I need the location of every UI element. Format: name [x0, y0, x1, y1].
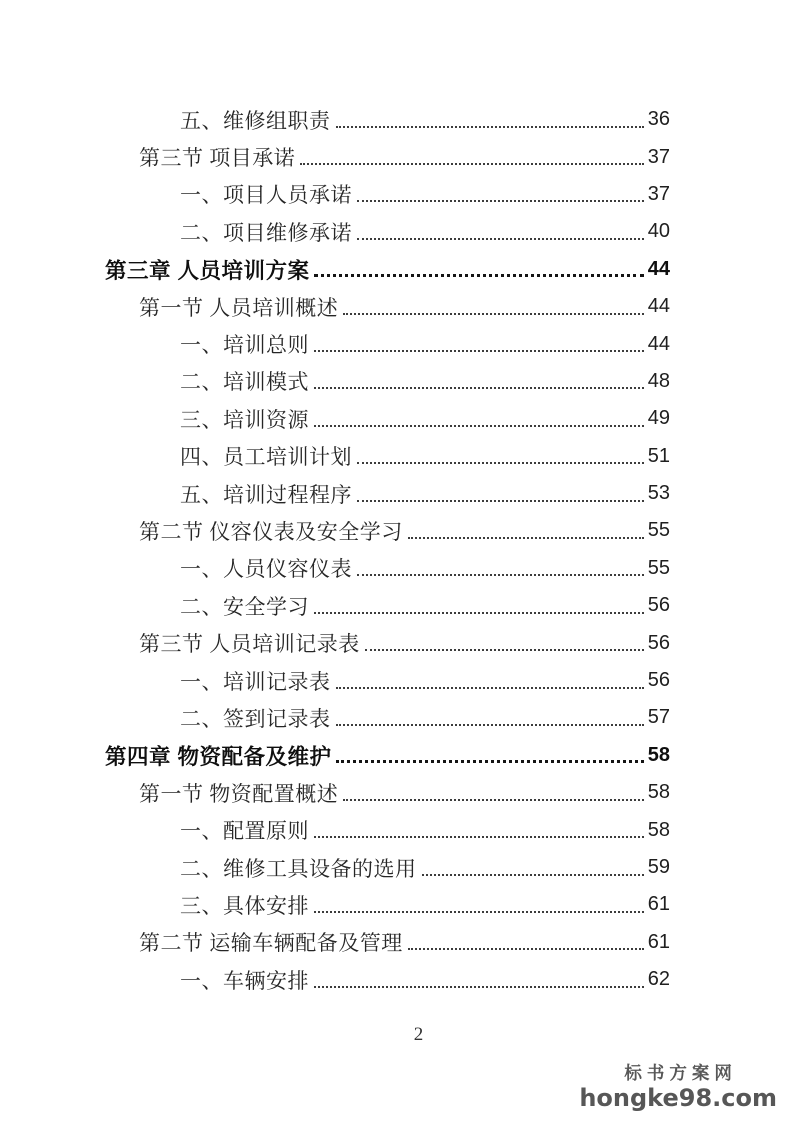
toc-entry-label: 二、维修工具设备的选用: [180, 856, 417, 881]
toc-leader-dots: [357, 462, 644, 464]
toc-leader-dots: [343, 313, 644, 315]
toc-entry-label: 三、具体安排: [180, 893, 309, 918]
toc-entry-label: 一、人员仪容仪表: [180, 557, 352, 582]
toc-leader-dots: [365, 649, 644, 651]
toc-leader-dots: [357, 238, 644, 240]
toc-entry-page: 61: [647, 893, 670, 916]
toc-entry: [105, 138, 670, 175]
toc-leader-dots: [343, 799, 644, 801]
watermark: [579, 1060, 777, 1111]
toc-entry-label: 一、项目人员承诺: [180, 183, 352, 208]
toc-entry-page: 58: [647, 781, 670, 804]
toc-entry-page: 44: [647, 295, 670, 318]
toc-entry-label: 第三节 项目承诺: [139, 146, 296, 171]
toc-entry-label: 二、安全学习: [180, 594, 309, 619]
toc-leader-dots: [336, 126, 644, 128]
toc-entry-label: 五、维修组职责: [180, 108, 331, 133]
toc-entry: [105, 213, 670, 250]
toc-entry-page: 59: [647, 856, 670, 878]
toc-entry-label: 第一节 人员培训概述: [139, 295, 339, 320]
watermark-site-name: 标书方案网: [624, 1062, 737, 1083]
toc-entry-page: 61: [647, 930, 670, 953]
toc-entry-label: 一、培训记录表: [180, 669, 331, 694]
toc-entry: [105, 587, 670, 624]
toc-entry-page: 51: [647, 444, 670, 467]
toc-entry-page: 56: [647, 594, 670, 617]
toc-entry-label: 第四章 物资配备及维护: [105, 744, 332, 769]
toc-entry: [105, 438, 670, 475]
toc-entry-page: 53: [647, 482, 670, 505]
toc-leader-dots: [314, 911, 644, 913]
toc-entry-label: 第三节 人员培训记录表: [139, 632, 360, 657]
toc-entry-page: 56: [647, 669, 670, 692]
toc-leader-dots: [336, 760, 643, 763]
toc-entry-label: 二、签到记录表: [180, 706, 331, 731]
toc-entry: [105, 512, 670, 549]
toc-entry-label: 三、培训资源: [180, 407, 309, 432]
toc-leader-dots: [336, 687, 644, 689]
toc-entry: [105, 624, 670, 661]
toc-entry-label: 五、培训过程程序: [180, 482, 352, 507]
toc-entry: [105, 886, 670, 923]
toc-entry: [105, 400, 670, 437]
toc-entry: [105, 849, 670, 886]
toc-entry-page: 58: [647, 743, 670, 766]
toc-entry: [105, 774, 670, 811]
toc-entry: [105, 811, 670, 848]
toc-entry: [105, 662, 670, 699]
toc-entry: [105, 699, 670, 736]
toc-entry-label: 一、培训总则: [180, 333, 309, 358]
toc-entry-label: 第一节 物资配置概述: [139, 781, 339, 806]
toc-leader-dots: [408, 948, 644, 950]
toc-leader-dots: [357, 500, 644, 502]
toc-entry: [105, 550, 670, 587]
watermark-site-url: hongke98.com: [579, 1083, 777, 1112]
toc-entry-label: 第二节 仪容仪表及安全学习: [139, 519, 403, 544]
toc-entry: [105, 363, 670, 400]
toc-entry: [105, 101, 670, 138]
toc-entry: [105, 737, 670, 774]
toc-entry: [105, 251, 670, 288]
toc-entry-page: 56: [647, 631, 670, 654]
toc-leader-dots: [314, 387, 644, 389]
toc-entry-label: 一、车辆安排: [180, 968, 309, 993]
toc-entry: [105, 475, 670, 512]
toc-entry-page: 44: [647, 257, 670, 280]
toc-entry-page: 40: [647, 220, 670, 243]
toc-entry: [105, 924, 670, 961]
table-of-contents: [105, 101, 670, 998]
toc-leader-dots: [357, 200, 644, 202]
toc-entry-page: 55: [647, 556, 670, 579]
toc-leader-dots: [314, 612, 644, 614]
toc-leader-dots: [408, 537, 644, 539]
toc-entry-label: 二、培训模式: [180, 370, 309, 395]
toc-leader-dots: [314, 350, 644, 352]
toc-leader-dots: [314, 425, 644, 427]
toc-entry-page: 37: [647, 145, 670, 168]
toc-leader-dots: [422, 874, 644, 876]
toc-entry-page: 37: [647, 182, 670, 205]
toc-entry-label: 一、配置原则: [180, 819, 309, 844]
toc-leader-dots: [314, 274, 643, 277]
toc-entry: [105, 176, 670, 213]
toc-entry-label: 第三章 人员培训方案: [105, 258, 310, 283]
toc-leader-dots: [336, 724, 644, 726]
toc-entry-label: 四、员工培训计划: [180, 445, 352, 470]
toc-entry-page: 55: [647, 519, 670, 542]
page-number: 2: [413, 1024, 424, 1045]
toc-leader-dots: [314, 986, 644, 988]
toc-entry-page: 48: [647, 369, 670, 392]
toc-entry-page: 49: [647, 407, 670, 430]
toc-entry-page: 58: [647, 818, 670, 841]
toc-entry-page: 62: [647, 968, 670, 991]
toc-entry-page: 57: [647, 706, 670, 729]
toc-entry: [105, 325, 670, 362]
toc-leader-dots: [357, 574, 644, 576]
toc-entry-label: 第二节 运输车辆配备及管理: [139, 931, 403, 956]
toc-entry-page: 36: [647, 108, 670, 131]
toc-leader-dots: [300, 163, 644, 165]
toc-entry: [105, 288, 670, 325]
toc-entry-page: 44: [647, 332, 670, 355]
toc-entry: [105, 961, 670, 998]
toc-entry-label: 二、项目维修承诺: [180, 220, 352, 245]
toc-leader-dots: [314, 836, 644, 838]
